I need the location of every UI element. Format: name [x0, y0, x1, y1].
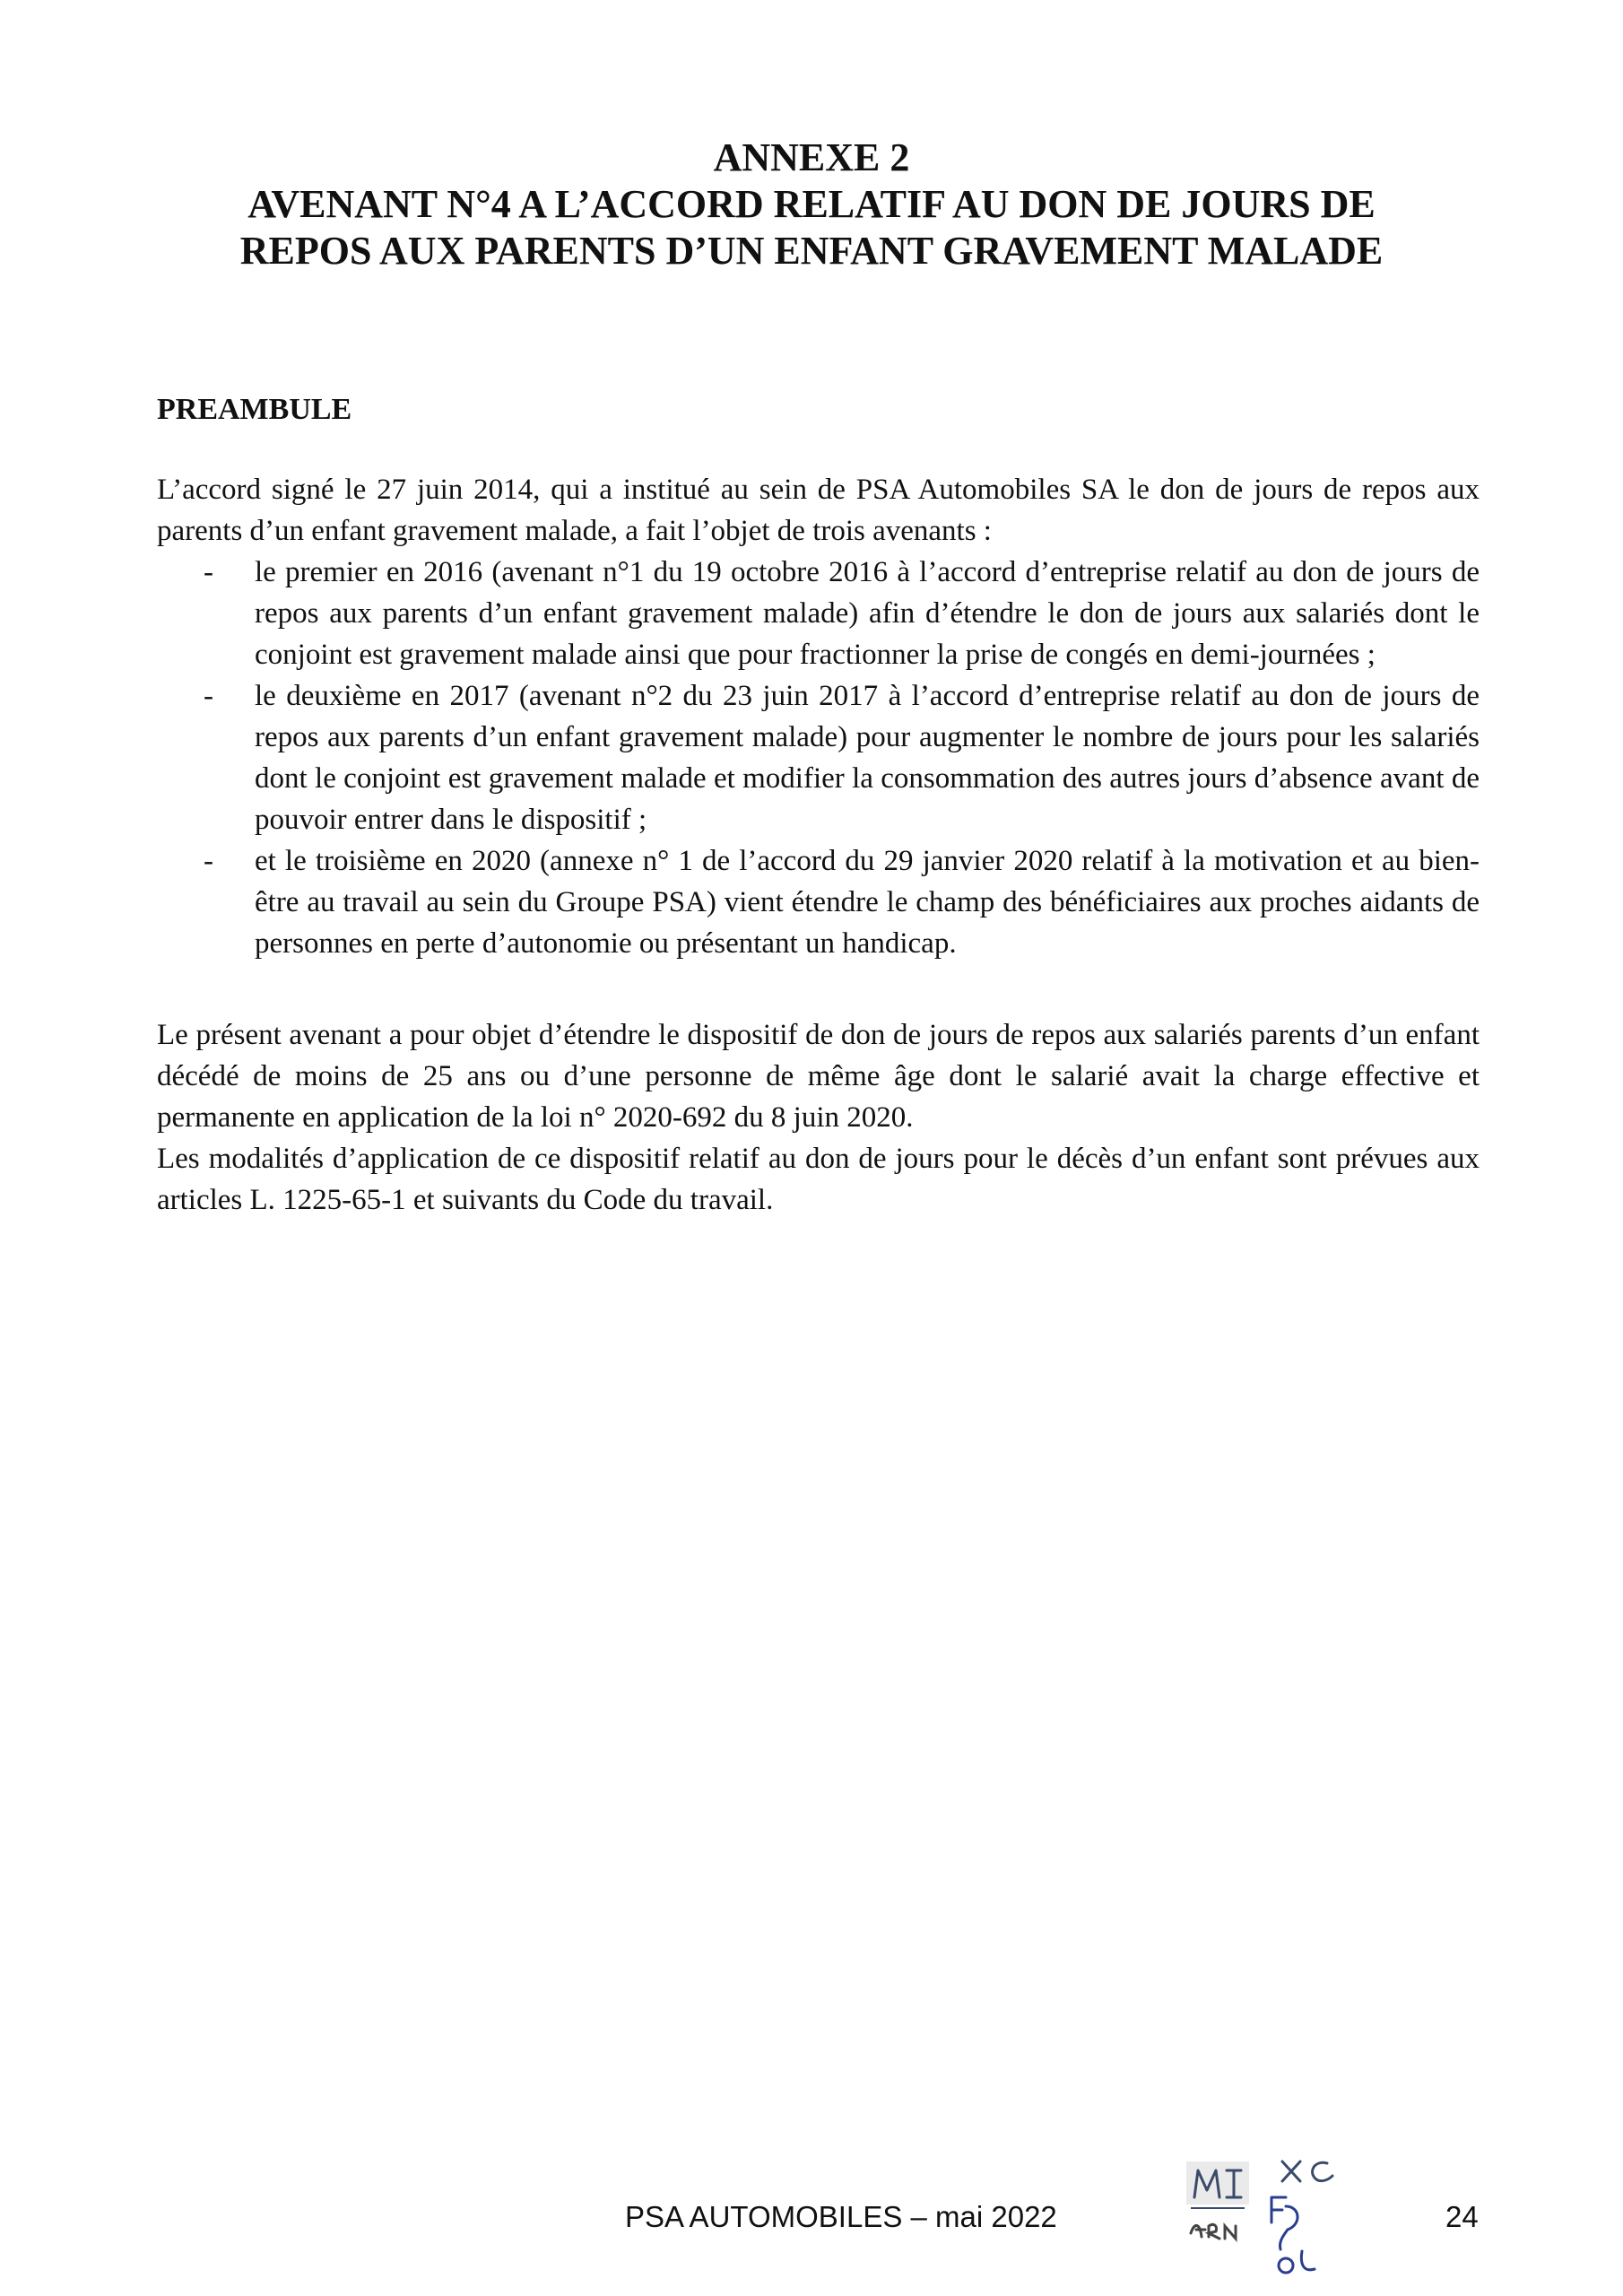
modalities-paragraph: Les modalités d’application de ce dispositif relatif au don de jours pour le décès d’un enfant sont prévues aux articles L. 1225-65-1 et suivants du Code du travail.	[157, 1143, 1480, 1216]
list-item-text: le premier en 2016 (avenant n°1 du 19 octobre 2016 à l’accord d’entreprise relatif au don de jours de repos aux parents d’un enfant gravement malade) afin d’étendre le don de jours aux salariés dont le conjoint est gravement malade ainsi que pour fractionner la prise de congés en demi-journées ;	[255, 556, 1480, 671]
intro-paragraph: L’accord signé le 27 juin 2014, qui a institué au sein de PSA Automobiles SA le don de jours de repos aux parents d’un enfant gravement malade, a fait l’objet de trois avenants :	[157, 474, 1480, 547]
list-item-text: le deuxième en 2017 (avenant n°2 du 23 juin 2017 à l’accord d’entreprise relatif au don de jours de repos aux parents d’un enfant gravement malade) pour augmenter le nombre de jours pour les salariés dont le conjoint est gravement malade et modifier la consommation des autres jours d’absence avant de pouvoir entrer dans le dispositif ;	[255, 680, 1480, 836]
amendments-list	[157, 552, 1480, 964]
title-annex-number: ANNEXE 2	[713, 135, 910, 179]
bullet-marker: -	[204, 556, 213, 588]
document-title	[135, 135, 1488, 274]
page-number: 24	[1445, 2200, 1479, 2233]
footer-text: PSA AUTOMOBILES – mai 2022	[625, 2200, 1057, 2233]
title-line-3: REPOS AUX PARENTS D’UN ENFANT GRAVEMENT MALADE	[239, 229, 1384, 273]
handwritten-initials	[1182, 2151, 1361, 2285]
bullet-marker: -	[204, 845, 213, 877]
list-item	[157, 675, 1480, 840]
object-paragraph: Le présent avenant a pour objet d’étendre le dispositif de don de jours de repos aux salariés parents d’un enfant décédé de moins de 25 ans ou d’une personne de même âge dont le salarié avait la charge effective et permanente en application de la loi n° 2020-692 du 8 juin 2020.	[157, 1019, 1480, 1134]
bullet-marker: -	[204, 680, 213, 712]
list-item	[157, 552, 1480, 675]
list-item-text: et le troisième en 2020 (annexe n° 1 de l’accord du 29 janvier 2020 relatif à la motivation et au bien-être au travail au sein du Groupe PSA) vient étendre le champ des bénéficiaires aux proches aidants de personnes en perte d’autonomie ou présentant un handicap.	[255, 845, 1480, 960]
list-item	[157, 840, 1480, 964]
title-line-2: AVENANT N°4 A L’ACCORD RELATIF AU DON DE JOURS DE	[247, 182, 1376, 226]
preamble-block	[157, 469, 1480, 964]
object-block	[157, 1014, 1480, 1221]
section-heading-preambule: PREAMBULE	[157, 393, 352, 426]
